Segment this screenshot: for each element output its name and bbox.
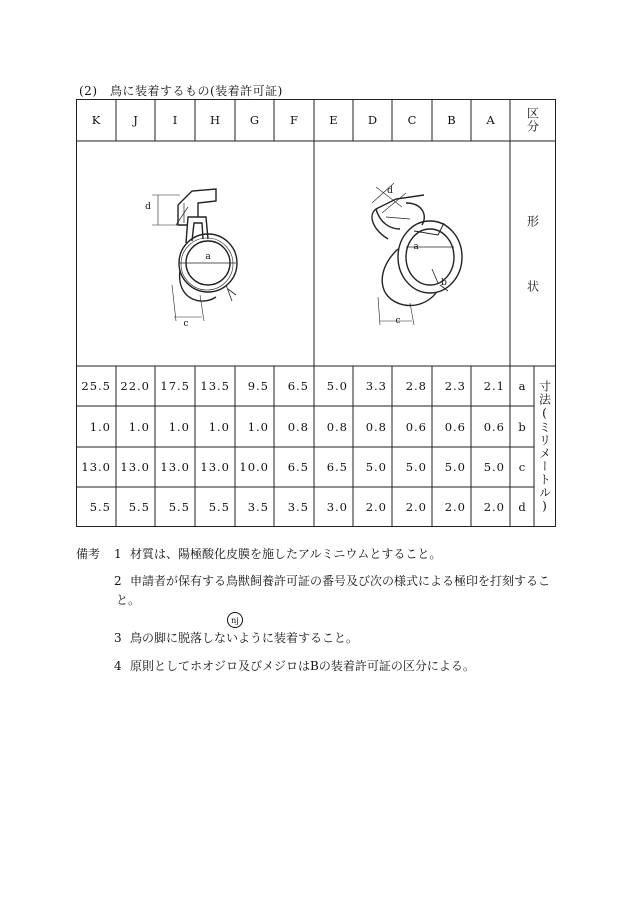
figure-label-d-right: d xyxy=(387,186,393,196)
column-header-h: H xyxy=(209,113,221,127)
table-cell: 3.0 xyxy=(326,500,348,514)
row-letter-a: a xyxy=(518,379,526,393)
table-cell: 25.5 xyxy=(81,379,111,393)
table-cell: 1.0 xyxy=(168,419,190,434)
table-cell: 13.0 xyxy=(200,460,230,474)
table-cell: 0.6 xyxy=(444,419,466,434)
figure-label-d: d xyxy=(145,202,151,212)
table-cell: 6.5 xyxy=(287,460,309,474)
table-cell: 22.0 xyxy=(120,379,150,393)
band-shape-figure-right xyxy=(372,183,462,325)
column-header-b: B xyxy=(447,113,456,127)
table-cell: 5.0 xyxy=(365,460,387,474)
table-cell: 2.1 xyxy=(483,379,505,393)
remark-2-text: 申請者が保有する鳥獣飼養許可証の番号及び次の様式による極印を打刻するこ xyxy=(130,574,551,588)
table-cell: 3.5 xyxy=(247,500,269,514)
table-cell: 2.0 xyxy=(444,500,466,514)
band-shape-figure-left xyxy=(152,189,237,321)
table-cell: 3.3 xyxy=(365,379,387,393)
table-cell: 9.5 xyxy=(247,379,269,393)
table-cell: 3.5 xyxy=(287,500,309,514)
figure-label-a-right: a xyxy=(413,242,419,252)
table-cell: 1.0 xyxy=(128,419,150,434)
column-header-e: E xyxy=(329,113,338,127)
table-cell: 5.5 xyxy=(208,500,230,514)
table-cell: 0.8 xyxy=(287,419,309,434)
table-cell: 1.0 xyxy=(89,419,111,434)
table-cell: 5.0 xyxy=(483,460,505,474)
table-cell: 5.5 xyxy=(89,500,111,514)
stamp-mark-symbol: nj xyxy=(227,612,243,628)
dimension-header xyxy=(534,366,556,527)
band-dimension-table xyxy=(76,99,556,527)
row-letter-c: c xyxy=(518,460,526,474)
column-header-g: G xyxy=(249,113,260,127)
remark-3-text: 鳥の脚に脱落しないように装着すること。 xyxy=(130,631,359,645)
table-cell: 2.3 xyxy=(444,379,466,393)
column-header-k: K xyxy=(91,113,101,127)
row-letter-b: b xyxy=(518,419,526,434)
division-label: 区分 xyxy=(525,107,540,133)
table-cell: 13.0 xyxy=(81,460,111,474)
table-cell: 13.5 xyxy=(200,379,230,393)
table-cell: 13.0 xyxy=(120,460,150,474)
figure-label-a: a xyxy=(205,252,211,262)
table-cell: 0.8 xyxy=(326,419,348,434)
shape-label: 形 状 xyxy=(525,214,540,293)
shape-header xyxy=(510,141,556,366)
table-cell: 0.6 xyxy=(483,419,505,434)
table-cell: 5.5 xyxy=(128,500,150,514)
table-cell: 5.0 xyxy=(326,379,348,393)
remark-3-number: 3 xyxy=(114,631,122,645)
table-cell: 17.5 xyxy=(160,379,190,393)
table-cell: 2.0 xyxy=(483,500,505,514)
table-cell: 5.5 xyxy=(168,500,190,514)
column-header-f: F xyxy=(290,113,298,127)
column-header-d: D xyxy=(367,113,378,127)
section-heading: (2) 鳥に装着するもの(装着許可証) xyxy=(79,84,283,98)
table-cell: 6.5 xyxy=(287,379,309,393)
remark-1-number: 1 xyxy=(114,547,122,561)
dimension-label: 寸法(ミリメートル) xyxy=(537,379,552,514)
column-header-a: A xyxy=(486,113,495,127)
remarks-label: 備考 xyxy=(76,547,101,561)
remark-4-text: 原則としてホオジロ及びメジロはBの装着許可証の区分による。 xyxy=(130,659,475,673)
remark-2-continuation: と。 xyxy=(116,593,141,607)
column-header-c: C xyxy=(407,113,417,127)
table-cell: 0.8 xyxy=(365,419,387,434)
column-header-i: I xyxy=(172,113,178,127)
column-header-j: J xyxy=(133,113,138,127)
row-letter-d: d xyxy=(518,500,526,514)
figure-label-b-right: b xyxy=(441,278,447,288)
table-cell: 5.0 xyxy=(444,460,466,474)
table-cell: 2.8 xyxy=(405,379,427,393)
table-cell: 2.0 xyxy=(365,500,387,514)
division-header xyxy=(510,99,556,141)
table-cell: 10.0 xyxy=(239,460,269,474)
remark-2-number: 2 xyxy=(114,574,122,588)
table-cell: 1.0 xyxy=(208,419,230,434)
figure-label-c-right: c xyxy=(395,316,401,326)
figure-label-c: c xyxy=(183,319,189,329)
remark-1-text: 材質は、陽極酸化皮膜を施したアルミニウムとすること。 xyxy=(130,547,442,561)
table-cell: 2.0 xyxy=(405,500,427,514)
table-cell: 5.0 xyxy=(405,460,427,474)
table-cell: 1.0 xyxy=(247,419,269,434)
remark-4-number: 4 xyxy=(114,659,122,673)
table-cell: 13.0 xyxy=(160,460,190,474)
table-cell: 6.5 xyxy=(326,460,348,474)
table-cell: 0.6 xyxy=(405,419,427,434)
